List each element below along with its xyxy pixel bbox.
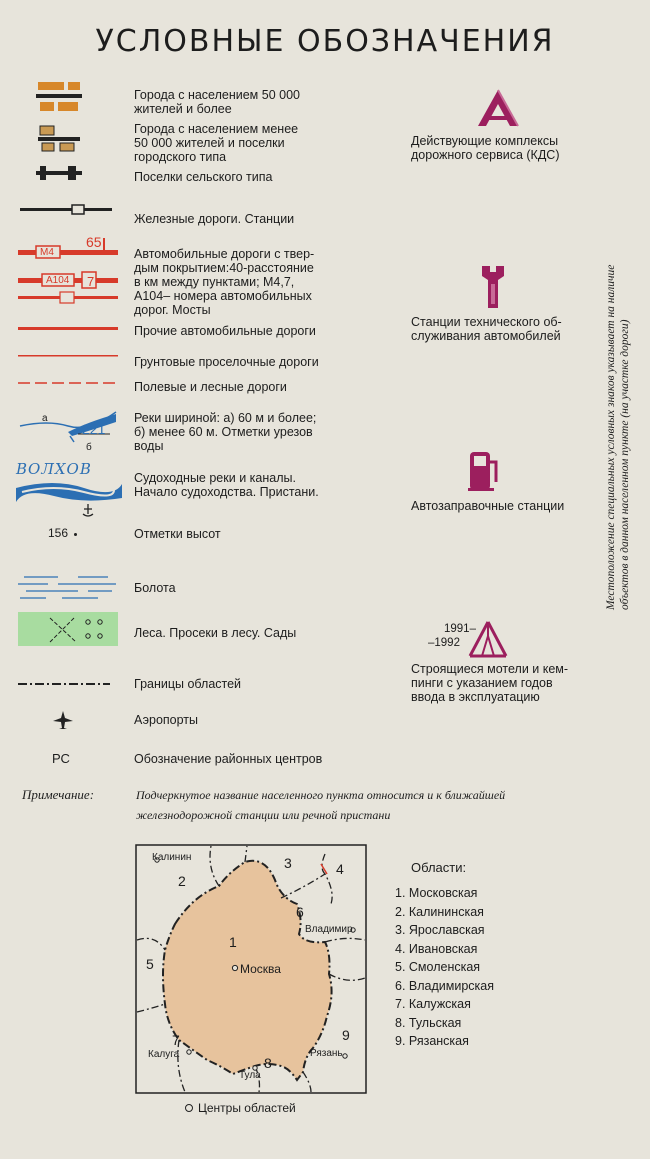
field-road-symbol	[18, 381, 118, 385]
height-dot	[74, 533, 77, 536]
district-abbr-label: РС	[52, 751, 70, 766]
legend-label-fuel: Автозаправочные станции	[411, 499, 565, 513]
side-note-line2: объектов в данном населенном пункте (на участке дороги)	[619, 319, 631, 610]
dirt-road-symbol	[18, 354, 118, 358]
small-city-symbol	[36, 124, 82, 154]
region-item: 6. Владимирская	[395, 978, 494, 993]
forest-symbol	[18, 612, 118, 646]
legend-label-dirt-roads: Грунтовые проселочные дороги	[134, 355, 319, 369]
legend-label-district-centers: Обозначение районных центров	[134, 752, 323, 766]
side-note	[604, 140, 631, 610]
region-number-4: 4	[336, 861, 344, 877]
note-heading: Примечание:	[22, 787, 95, 802]
legend-label-swamps: Болота	[134, 581, 176, 595]
legend-label-cities-small: Города с населением менее 50 000 жителей и поселки городского типа	[134, 122, 299, 164]
legend-title: УСЛОВНЫЕ ОБОЗНАЧЕНИЯ	[95, 24, 555, 59]
regions-heading: Области:	[411, 860, 467, 875]
region-item: 3. Ярославская	[395, 923, 485, 937]
legend-label-railways: Железные дороги. Станции	[134, 212, 295, 226]
legend-label-heights: Отметки высот	[134, 527, 221, 541]
legend-label-forests: Леса. Просеки в лесу. Сады	[134, 626, 297, 640]
fuel-pump-icon	[468, 450, 502, 492]
road-km-65: 65	[86, 234, 102, 250]
railway-symbol	[20, 202, 112, 218]
note-text: Подчеркнутое название населенного пункта относится и к ближайшей железнодорожной станции или речной пристани	[136, 788, 506, 822]
city-vladimir: Владимир	[305, 924, 353, 935]
legend-label-cities-large: Города с населением 50 000 жителей и более	[134, 88, 300, 116]
other-road-symbol	[18, 326, 118, 332]
legend-label-borders: Границы областей	[134, 677, 242, 691]
kds-icon	[476, 86, 520, 130]
road-km-7: 7	[87, 274, 95, 289]
region-number-9: 9	[342, 1027, 350, 1043]
region-item: 8. Тульская	[395, 1015, 462, 1030]
region-number-7: 7	[172, 1032, 180, 1048]
tent-icon	[468, 620, 508, 660]
navigable-river-symbol	[14, 474, 124, 518]
region-number-2: 2	[178, 873, 186, 889]
legend-label-service: Станции технического об- служивания автомобилей	[411, 315, 562, 343]
border-symbol	[18, 680, 110, 688]
region-item: 5. Смоленская	[395, 960, 481, 974]
region-item: 9. Рязанская	[395, 1034, 469, 1048]
city-moskva: Москва	[240, 962, 281, 976]
legend-label-other-roads: Прочие автомобильные дороги	[134, 324, 316, 338]
legend-label-rivers: Реки шириной: а) 60 м и более; б) менее 60 м. Отметки урезов воды	[134, 411, 317, 453]
legend-label-field-roads: Полевые и лесные дороги	[134, 380, 287, 394]
city-ryazan: Рязань	[310, 1048, 343, 1059]
height-mark-label: 156	[48, 526, 69, 540]
inset-map-caption: Центры областей	[198, 1101, 296, 1115]
region-number-3: 3	[284, 855, 292, 871]
road-number-m4: М4	[40, 247, 54, 258]
water-mark-label: 221	[82, 421, 106, 437]
village-symbol	[34, 164, 84, 182]
region-item: 4. Ивановская	[395, 941, 478, 956]
region-item: 2. Калининская	[395, 904, 484, 919]
river-a-label: а	[42, 413, 48, 424]
region-item: 7. Калужская	[395, 997, 471, 1011]
regions-list	[395, 884, 494, 1051]
legend-label-navigable: Судоходные реки и каналы. Начало судоходства. Пристани.	[134, 471, 319, 499]
city-kaluga: Калуга	[148, 1049, 180, 1060]
region-center-marker	[185, 1104, 193, 1112]
motel-year-end: –1992	[428, 637, 460, 649]
river-name-volkhov: ВОЛХОВ	[16, 460, 92, 478]
region-number-8: 8	[264, 1055, 272, 1071]
city-kalinin: Калинин	[152, 852, 192, 863]
motel-year-start: 1991–	[444, 623, 476, 635]
road-number-a104: А104	[46, 275, 70, 286]
large-city-symbol	[34, 80, 84, 116]
side-note-line1: Местоположение специальных условных знаков указывает на наличие	[605, 264, 617, 610]
region-number-1: 1	[229, 934, 237, 950]
legend-label-villages: Поселки сельского типа	[134, 170, 273, 184]
legend-label-airports: Аэропорты	[134, 713, 199, 727]
legend-label-paved-roads: Автомобильные дороги с твер- дым покрытием:40-расстояние в км между пунктами; М4,7, А104– номера автомобильных дорог. Мосты	[134, 247, 315, 317]
legend-label-motels: Строящиеся мотели и кем- пинги с указанием годов ввода в эксплуатацию	[411, 662, 569, 704]
wrench-icon	[480, 264, 506, 310]
region-number-5: 5	[146, 956, 154, 972]
legend-label-kds: Действующие комплексы дорожного сервиса (КДС)	[411, 134, 560, 162]
swamp-symbol	[18, 574, 118, 600]
city-tula: Тула	[239, 1070, 261, 1081]
river-b-label: б	[86, 442, 92, 453]
region-item: 1. Московская	[395, 886, 478, 900]
region-number-6: 6	[296, 904, 304, 920]
paved-road-symbol	[18, 234, 118, 304]
airplane-icon	[52, 710, 74, 730]
